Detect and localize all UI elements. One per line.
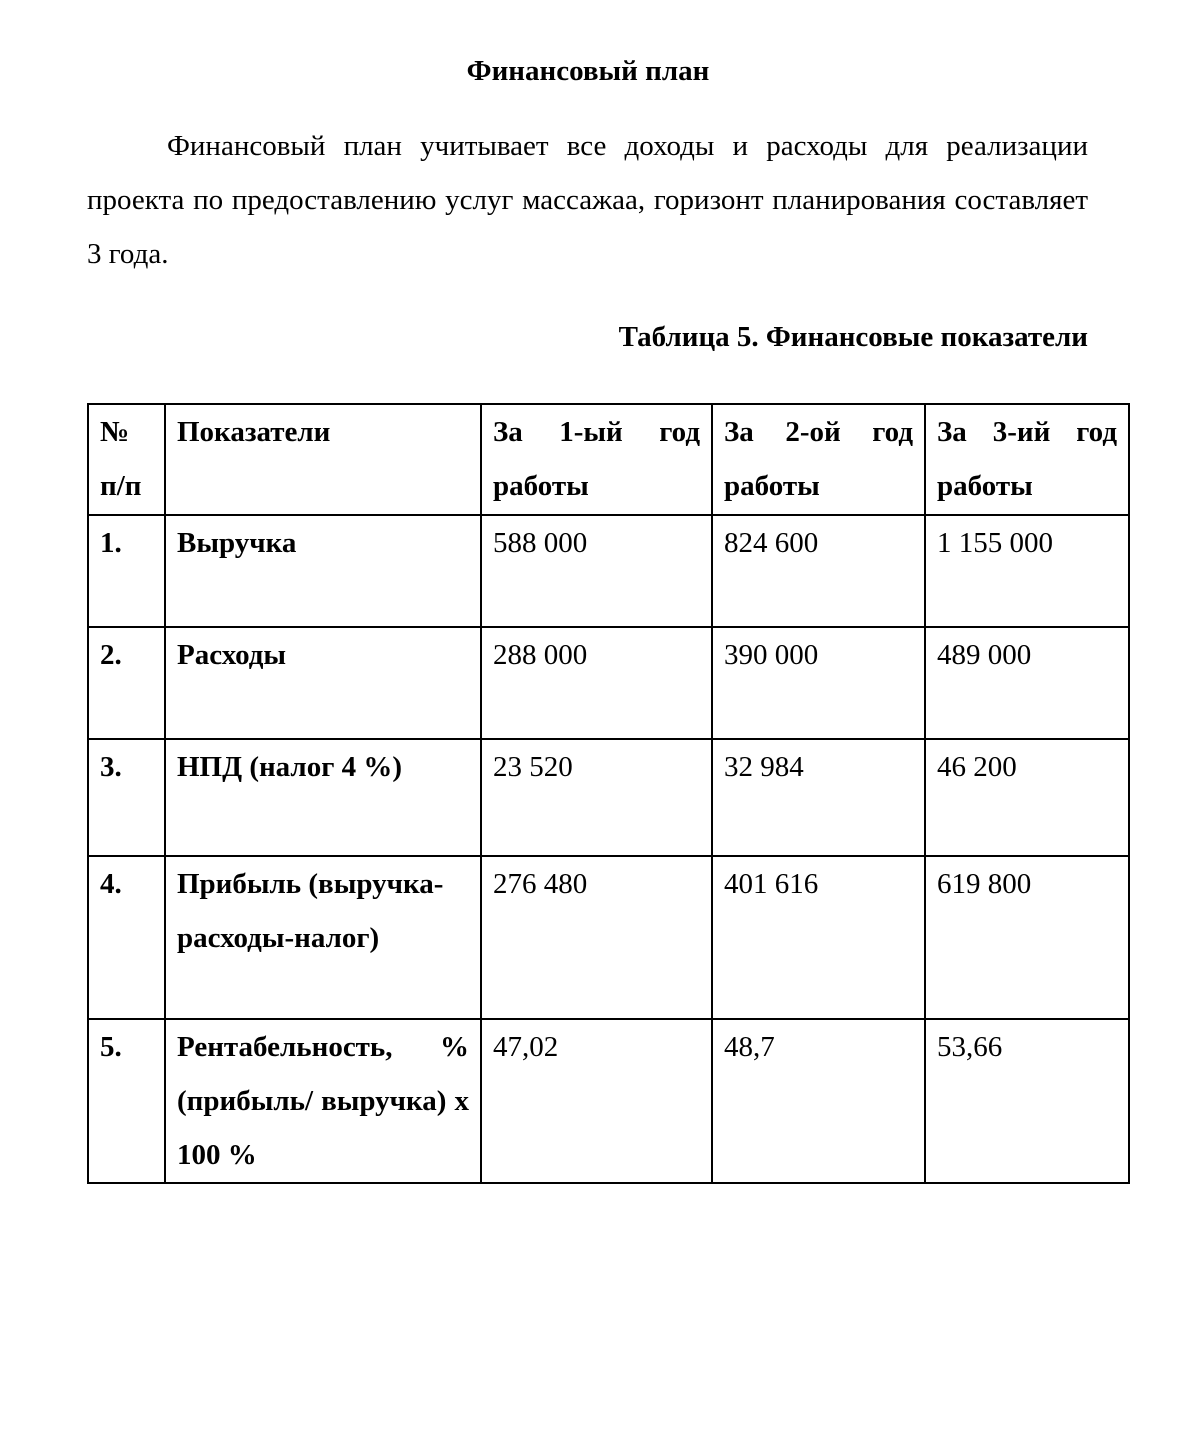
row-indicator: Выручка	[165, 515, 481, 627]
row-year-3-value: 53,66	[925, 1019, 1129, 1183]
row-indicator: Рентабельность, % (прибыль/ выручка) х 100 %	[165, 1019, 481, 1183]
table-header-row	[88, 404, 1129, 515]
row-year-1-value: 47,02	[481, 1019, 712, 1183]
header-year-3: За 3-ий год работы	[925, 404, 1129, 515]
row-indicator: Расходы	[165, 627, 481, 739]
intro-paragraph: Финансовый план учитывает все доходы и расходы для реализации проекта по предоставлению услуг массажаа, горизонт планирования составляет 3 года.	[87, 130, 1088, 270]
row-indicator: Прибыль (выручка-расходы-налог)	[165, 856, 481, 1019]
row-year-2-value: 390 000	[712, 627, 925, 739]
table-row	[88, 856, 1129, 1019]
row-number: 1.	[88, 515, 165, 627]
row-year-3-value: 46 200	[925, 739, 1129, 856]
financial-indicators-table	[87, 403, 1130, 1184]
table-row	[88, 739, 1129, 856]
header-number: № п/п	[88, 404, 165, 515]
page-heading: Финансовый план	[466, 55, 710, 87]
row-number: 5.	[88, 1019, 165, 1183]
header-indicators: Показатели	[165, 404, 481, 515]
header-year-1: За 1-ый год работы	[481, 404, 712, 515]
row-year-2-value: 48,7	[712, 1019, 925, 1183]
row-year-3-value: 619 800	[925, 856, 1129, 1019]
row-year-1-value: 588 000	[481, 515, 712, 627]
table-caption: Таблица 5. Финансовые показатели	[618, 321, 1088, 353]
row-number: 2.	[88, 627, 165, 739]
row-year-2-value: 824 600	[712, 515, 925, 627]
table-row	[88, 515, 1129, 627]
row-year-2-value: 401 616	[712, 856, 925, 1019]
row-year-1-value: 288 000	[481, 627, 712, 739]
row-indicator: НПД (налог 4 %)	[165, 739, 481, 856]
row-year-3-value: 489 000	[925, 627, 1129, 739]
header-year-2: За 2-ой год работы	[712, 404, 925, 515]
row-year-2-value: 32 984	[712, 739, 925, 856]
table-row	[88, 627, 1129, 739]
row-number: 3.	[88, 739, 165, 856]
row-number: 4.	[88, 856, 165, 1019]
table-row	[88, 1019, 1129, 1183]
row-year-1-value: 23 520	[481, 739, 712, 856]
row-year-3-value: 1 155 000	[925, 515, 1129, 627]
row-year-1-value: 276 480	[481, 856, 712, 1019]
